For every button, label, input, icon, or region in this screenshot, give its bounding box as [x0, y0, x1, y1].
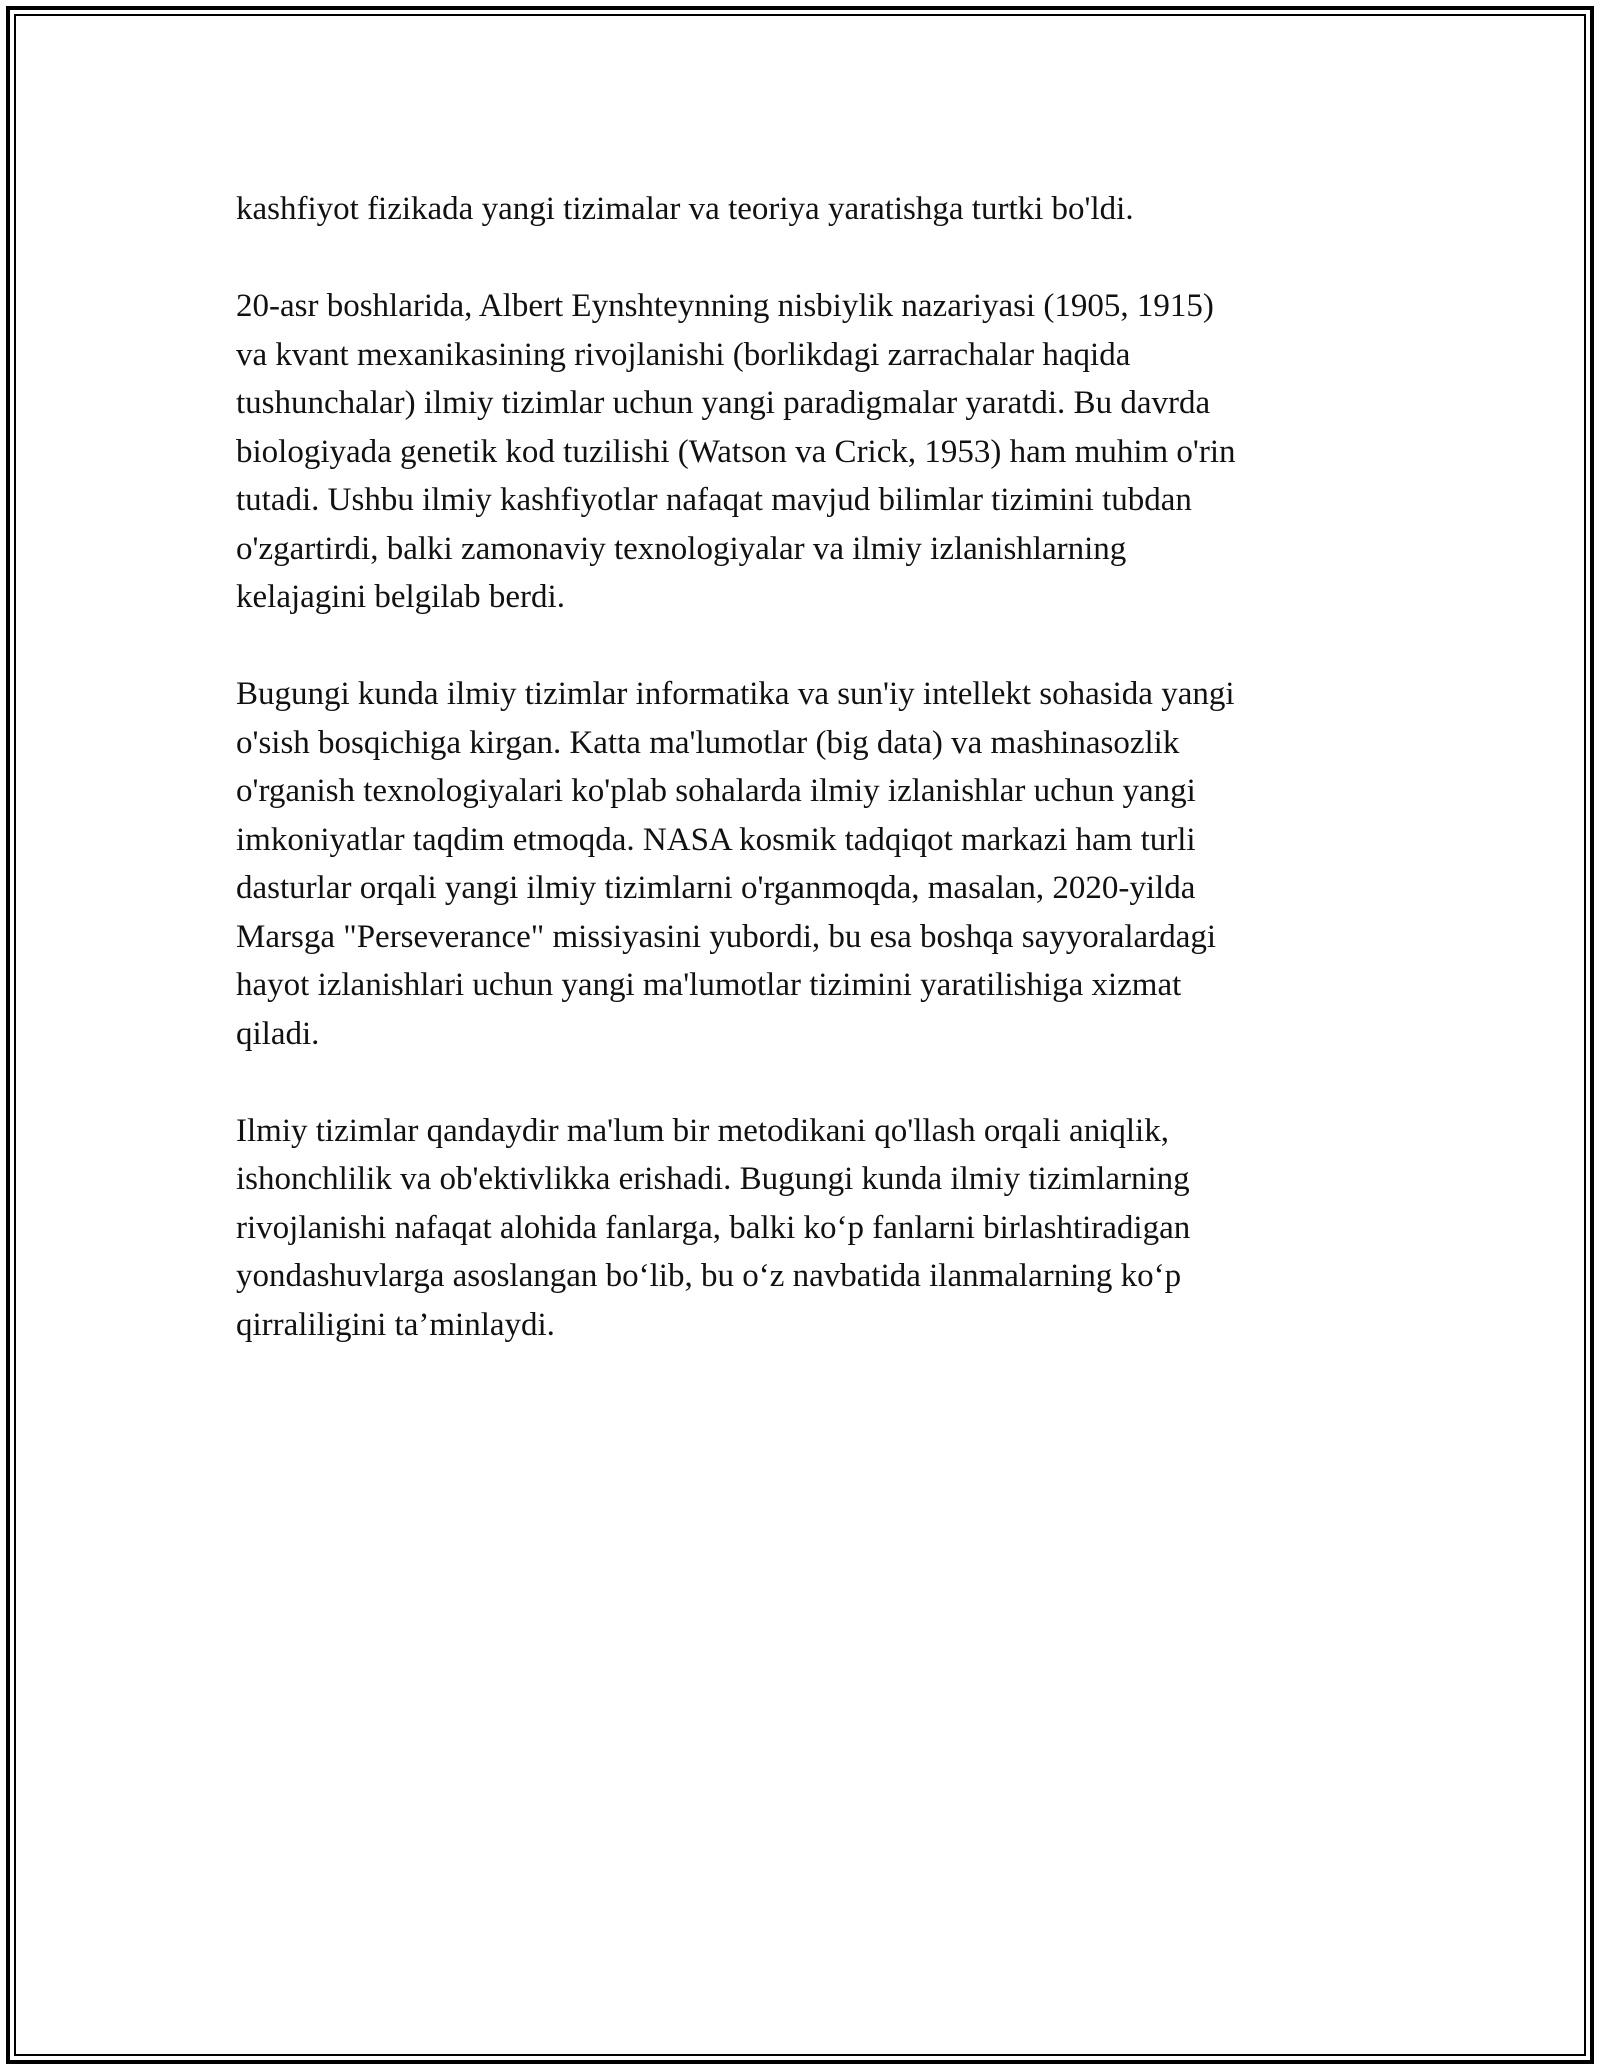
paragraph-3-line-6: Marsga "Perseverance" missiyasini yubordi, bu esa boshqa sayyoralardagi: [236, 918, 1217, 955]
paragraph-3-line-2: o'sish bosqichiga kirgan. Katta ma'lumotlar (big data) va mashinasozlik: [236, 724, 1180, 761]
paragraph-2-line-6: o'zgartirdi, balki zamonaviy texnologiyalar va ilmiy izlanishlarning: [236, 530, 1127, 567]
paragraph-1-line-1: kashfiyot fizikada yangi tizimalar va teoriya yaratishga turtki bo'ldi.: [236, 191, 1134, 227]
paragraph-2-line-4: biologiyada genetik kod tuzilishi (Watson va Crick, 1953) ham muhim o'rin: [236, 433, 1236, 470]
paragraph-2-line-5: tutadi. Ushbu ilmiy kashfiyotlar nafaqat mavjud bilimlar tizimini tubdan: [236, 482, 1192, 518]
paragraph-1: [236, 185, 1366, 234]
paragraph-3-line-8: qiladi.: [236, 1015, 320, 1052]
paragraph-3: [236, 670, 1366, 1058]
paragraph-4-line-3: rivojlanishi nafaqat alohida fanlarga, balki ko‘p fanlarni birlashtiradigan: [236, 1209, 1191, 1246]
document-body: [236, 185, 1366, 1398]
paragraph-2-line-2: va kvant mexanikasining rivojlanishi (borlikdagi zarrachalar haqida: [236, 336, 1131, 373]
paragraph-4-line-1: Ilmiy tizimlar qandaydir ma'lum bir metodikani qo'llash orqali aniqlik,: [236, 1112, 1169, 1149]
paragraph-2-line-3: tushunchalar) ilmiy tizimlar uchun yangi paradigmalar yaratdi. Bu davrda: [236, 385, 1211, 421]
paragraph-3-line-3: o'rganish texnologiyalari ko'plab sohalarda ilmiy izlanishlar uchun yangi: [236, 773, 1196, 809]
paragraph-4-line-5: qirraliligini ta’minlaydi.: [236, 1306, 555, 1343]
paragraph-4: [236, 1107, 1366, 1350]
paragraph-2-line-1: 20-asr boshlarida, Albert Eynshteynning nisbiylik nazariyasi (1905, 1915): [236, 288, 1214, 324]
paragraph-4-line-2: ishonchlilik va ob'ektivlikka erishadi. Bugungi kunda ilmiy tizimlarning: [236, 1161, 1190, 1197]
paragraph-3-line-4: imkoniyatlar taqdim etmoqda. NASA kosmik tadqiqot markazi ham turli: [236, 821, 1196, 858]
paragraph-2: [236, 282, 1366, 622]
paragraph-2-line-7: kelajagini belgilab berdi.: [236, 579, 565, 615]
paragraph-3-line-1: Bugungi kunda ilmiy tizimlar informatika va sun'iy intellekt sohasida yangi: [236, 676, 1235, 712]
paragraph-3-line-7: hayot izlanishlari uchun yangi ma'lumotlar tizimini yaratilishiga xizmat: [236, 967, 1182, 1003]
paragraph-3-line-5: dasturlar orqali yangi ilmiy tizimlarni o'rganmoqda, masalan, 2020-yilda: [236, 870, 1196, 906]
paragraph-4-line-4: yondashuvlarga asoslangan bo‘lib, bu o‘z navbatida ilanmalarning ko‘p: [236, 1258, 1182, 1294]
